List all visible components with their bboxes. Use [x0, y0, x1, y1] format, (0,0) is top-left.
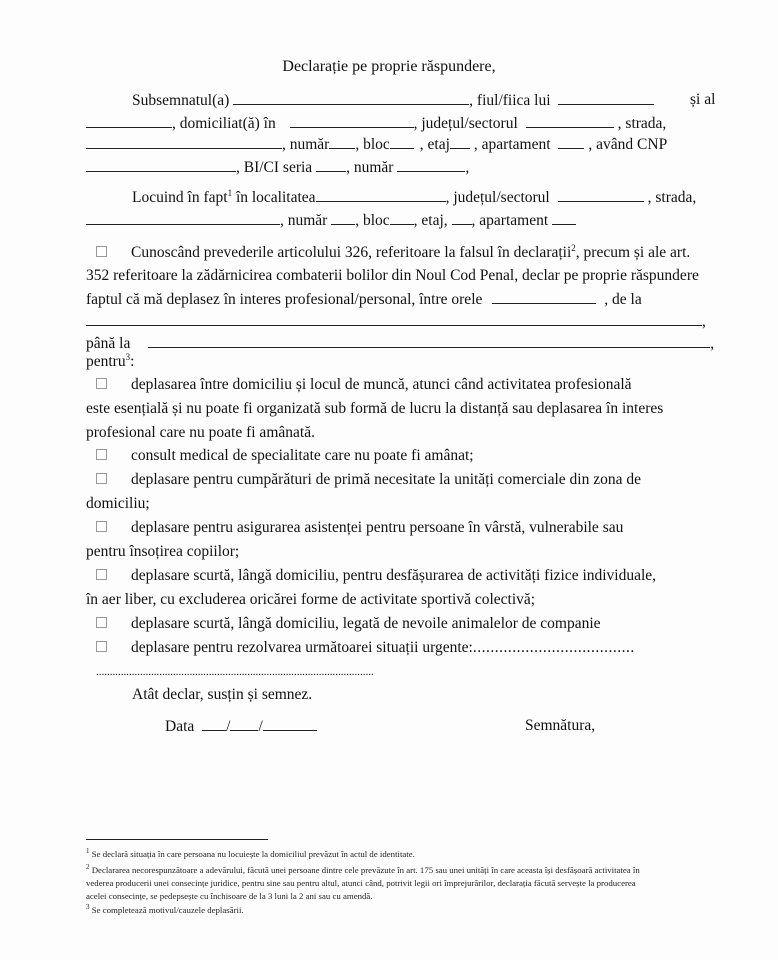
- domicile-locality-field[interactable]: [290, 113, 414, 128]
- residence-line-1: [132, 187, 696, 208]
- label-bloc: , bloc: [355, 136, 390, 153]
- signature-label: Semnătura,: [525, 717, 596, 734]
- residence-street-field[interactable]: [86, 210, 280, 225]
- label-locuind: Locuind în fapt: [132, 189, 228, 206]
- option-shopping-checkbox[interactable]: [96, 473, 107, 484]
- date-day-field[interactable]: [202, 716, 226, 731]
- domicile-county-field[interactable]: [526, 113, 614, 128]
- closing-statement: Atât declar, susțin și semnez.: [132, 686, 313, 703]
- option-exercise-line-2: în aer liber, cu excluderea oricărei forme de activitate sportivă colectivă;: [86, 591, 536, 608]
- footnote-ref-3: 3: [125, 351, 131, 362]
- father-name-field[interactable]: [558, 90, 654, 105]
- option-assistance-checkbox[interactable]: [96, 521, 107, 532]
- option-exercise-text: deplasare scurtă, lângă domiciliu, pentru desfășurarea de activități fizice individuale,: [131, 567, 657, 584]
- label-fiul: , fiul/fiica lui: [469, 92, 551, 109]
- label-si-al: și al: [690, 91, 716, 108]
- document-title: Declarație pe proprie răspundere,: [282, 58, 496, 75]
- label-res-bloc: , bloc: [355, 212, 390, 229]
- option-work-checkbox[interactable]: [96, 378, 107, 389]
- date-slash: /: [258, 718, 263, 735]
- declaration-checkbox[interactable]: [96, 246, 107, 257]
- identity-line-3: [86, 134, 667, 155]
- label-data: Data: [165, 718, 195, 735]
- residence-block-field[interactable]: [390, 210, 414, 225]
- footnote-divider: [86, 839, 268, 840]
- footnote-2-line-1: [86, 864, 640, 877]
- domicile-block-field[interactable]: [390, 134, 414, 149]
- footnote-ref-2: 2: [571, 242, 576, 253]
- option-pets-line: [96, 614, 601, 634]
- footnote-number: 2: [86, 863, 90, 872]
- footnote-1: [86, 848, 415, 861]
- label-strada: , strada,: [617, 115, 667, 132]
- label-etaj: , etaj: [419, 136, 450, 153]
- date-line: [165, 716, 317, 737]
- option-shopping-line-1: [96, 470, 641, 490]
- label-bici: , BI/CI seria: [236, 159, 313, 176]
- comma: ,: [702, 313, 706, 330]
- declaration-line-5: [86, 333, 714, 354]
- option-assistance-line-1: [96, 518, 623, 538]
- option-urgent-line: [96, 638, 635, 658]
- option-exercise-checkbox[interactable]: [96, 569, 107, 580]
- option-work-line-3: profesional care nu poate fi amânată.: [86, 424, 315, 441]
- label-res-strada: , strada,: [647, 189, 697, 206]
- option-work-line-1: [96, 375, 632, 395]
- declaration-line-2: 352 referitoare la zădărnicirea combaterii bolilor din Noul Cod Penal, declar pe proprie răspundere: [86, 267, 699, 284]
- date-month-field[interactable]: [230, 716, 258, 731]
- comma: ,: [465, 159, 470, 176]
- residence-number-field[interactable]: [331, 210, 355, 225]
- declaration-text-3: faptul că mă deplasez în interes profesional/personal, între orele: [86, 291, 483, 308]
- comma: ,: [710, 335, 715, 352]
- residence-county-field[interactable]: [558, 187, 644, 202]
- residence-line-2: [86, 210, 576, 231]
- identity-line-2: [86, 113, 666, 134]
- label-res-etaj: , etaj,: [413, 212, 448, 229]
- date-slash: /: [226, 718, 231, 735]
- option-medical-checkbox[interactable]: [96, 449, 107, 460]
- id-series-field[interactable]: [316, 157, 346, 172]
- declaration-text-1b: , precum și ale art.: [575, 244, 691, 261]
- label-numar: , număr: [282, 136, 330, 153]
- hours-field[interactable]: [492, 289, 596, 304]
- option-work-text: deplasarea între domiciliu și locul de muncă, atunci când activitatea profesională: [131, 376, 632, 393]
- to-location-field[interactable]: [148, 333, 710, 348]
- residence-locality-field[interactable]: [316, 187, 446, 202]
- name-field[interactable]: [233, 90, 469, 105]
- option-urgent-text: deplasare pentru rezolvarea următoarei situații urgente:: [131, 639, 473, 656]
- label-apartament: , apartament: [473, 136, 551, 153]
- option-shopping-text: deplasare pentru cumpărături de primă necesitate la unități comerciale din zona de: [131, 471, 641, 488]
- footnote-number: 1: [86, 847, 90, 856]
- domicile-number-field[interactable]: [329, 134, 355, 149]
- footnote-2-line-3: acelei consecințe, se pedepsește cu închisoare de la 3 luni la 2 ani sau cu amendă.: [86, 891, 373, 901]
- residence-floor-field[interactable]: [452, 210, 472, 225]
- option-shopping-line-2: domiciliu;: [86, 495, 150, 512]
- label-res-apartament: , apartament: [471, 212, 549, 229]
- identity-line-1: [132, 90, 654, 111]
- domicile-street-field[interactable]: [86, 134, 282, 149]
- label-de-la: , de la: [604, 291, 642, 308]
- footnote-3: [86, 904, 244, 917]
- option-medical-text: consult medical de specialitate care nu poate fi amânat;: [131, 447, 474, 464]
- urgent-continuation-dots[interactable]: .....................................................................................................: [96, 666, 374, 678]
- option-exercise-line-1: [96, 566, 656, 586]
- domicile-apartment-field[interactable]: [558, 134, 584, 149]
- label-domiciliat: , domiciliat(ă) în: [172, 115, 276, 132]
- domicile-floor-field[interactable]: [450, 134, 470, 149]
- mother-name-field[interactable]: [86, 113, 172, 128]
- footnote-text: Se completează motivul/cauzele deplasării.: [89, 905, 244, 915]
- cnp-field[interactable]: [86, 157, 236, 172]
- option-medical-line: [96, 446, 474, 466]
- footnote-text: Se declară situația în care persoana nu locuiește la domiciliul prevăzut în actul de identitate.: [89, 849, 415, 859]
- label-res-numar: , număr: [280, 212, 328, 229]
- label-pentru: pentru: [86, 353, 126, 370]
- label-cnp: , având CNP: [588, 136, 668, 153]
- residence-apartment-field[interactable]: [552, 210, 576, 225]
- declaration-text-1a: Cunoscând prevederile articolului 326, referitoare la falsul în declarații: [131, 244, 572, 261]
- option-pets-text: deplasare scurtă, lângă domiciliu, legată de nevoile animalelor de companie: [131, 615, 601, 632]
- option-pets-checkbox[interactable]: [96, 617, 107, 628]
- option-work-line-2: este esențială și nu poate fi organizată sub formă de lucru la distanță sau deplasarea în interes: [86, 400, 664, 417]
- declaration-line-4: [86, 311, 706, 332]
- pentru-line: [86, 352, 134, 372]
- declaration-line-3: [86, 289, 642, 310]
- declaration-line-1: [96, 243, 690, 263]
- option-assistance-text: deplasare pentru asigurarea asistenței pentru persoane în vârstă, vulnerabile sau: [131, 519, 624, 536]
- from-location-field[interactable]: [86, 311, 702, 326]
- option-urgent-checkbox[interactable]: [96, 641, 107, 652]
- label-res-judetul: , județul/sectorul: [445, 189, 550, 206]
- footnote-text: Declararea necorespunzătoare a adevărului, făcută unei persoane dintre cele prevăzute în art. 175 sau unei unități în care aceasta își desfășoară activitatea în: [89, 865, 640, 875]
- label-pana-la: până la: [86, 335, 131, 352]
- label-subsemnatul: Subsemnatul(a): [132, 92, 230, 109]
- label-judetul: , județul/sectorul: [413, 115, 518, 132]
- identity-line-4: [86, 157, 469, 178]
- footnote-ref-1: 1: [227, 187, 233, 198]
- urgent-dots[interactable]: .....................................: [472, 639, 635, 656]
- label-localitatea: în localitatea: [232, 189, 316, 206]
- date-year-field[interactable]: [263, 716, 317, 731]
- label-numar-id: , număr: [346, 159, 394, 176]
- option-assistance-line-2: pentru însoțirea copiilor;: [86, 543, 240, 560]
- id-number-field[interactable]: [397, 157, 465, 172]
- footnote-number: 3: [86, 903, 90, 912]
- colon: :: [130, 353, 135, 370]
- footnote-2-line-2: vederea producerii unei consecințe juridice, pentru sine sau pentru altul, atunci când, potrivit legii ori împrejurărilor, declarația făcută servește la producerea: [86, 878, 636, 888]
